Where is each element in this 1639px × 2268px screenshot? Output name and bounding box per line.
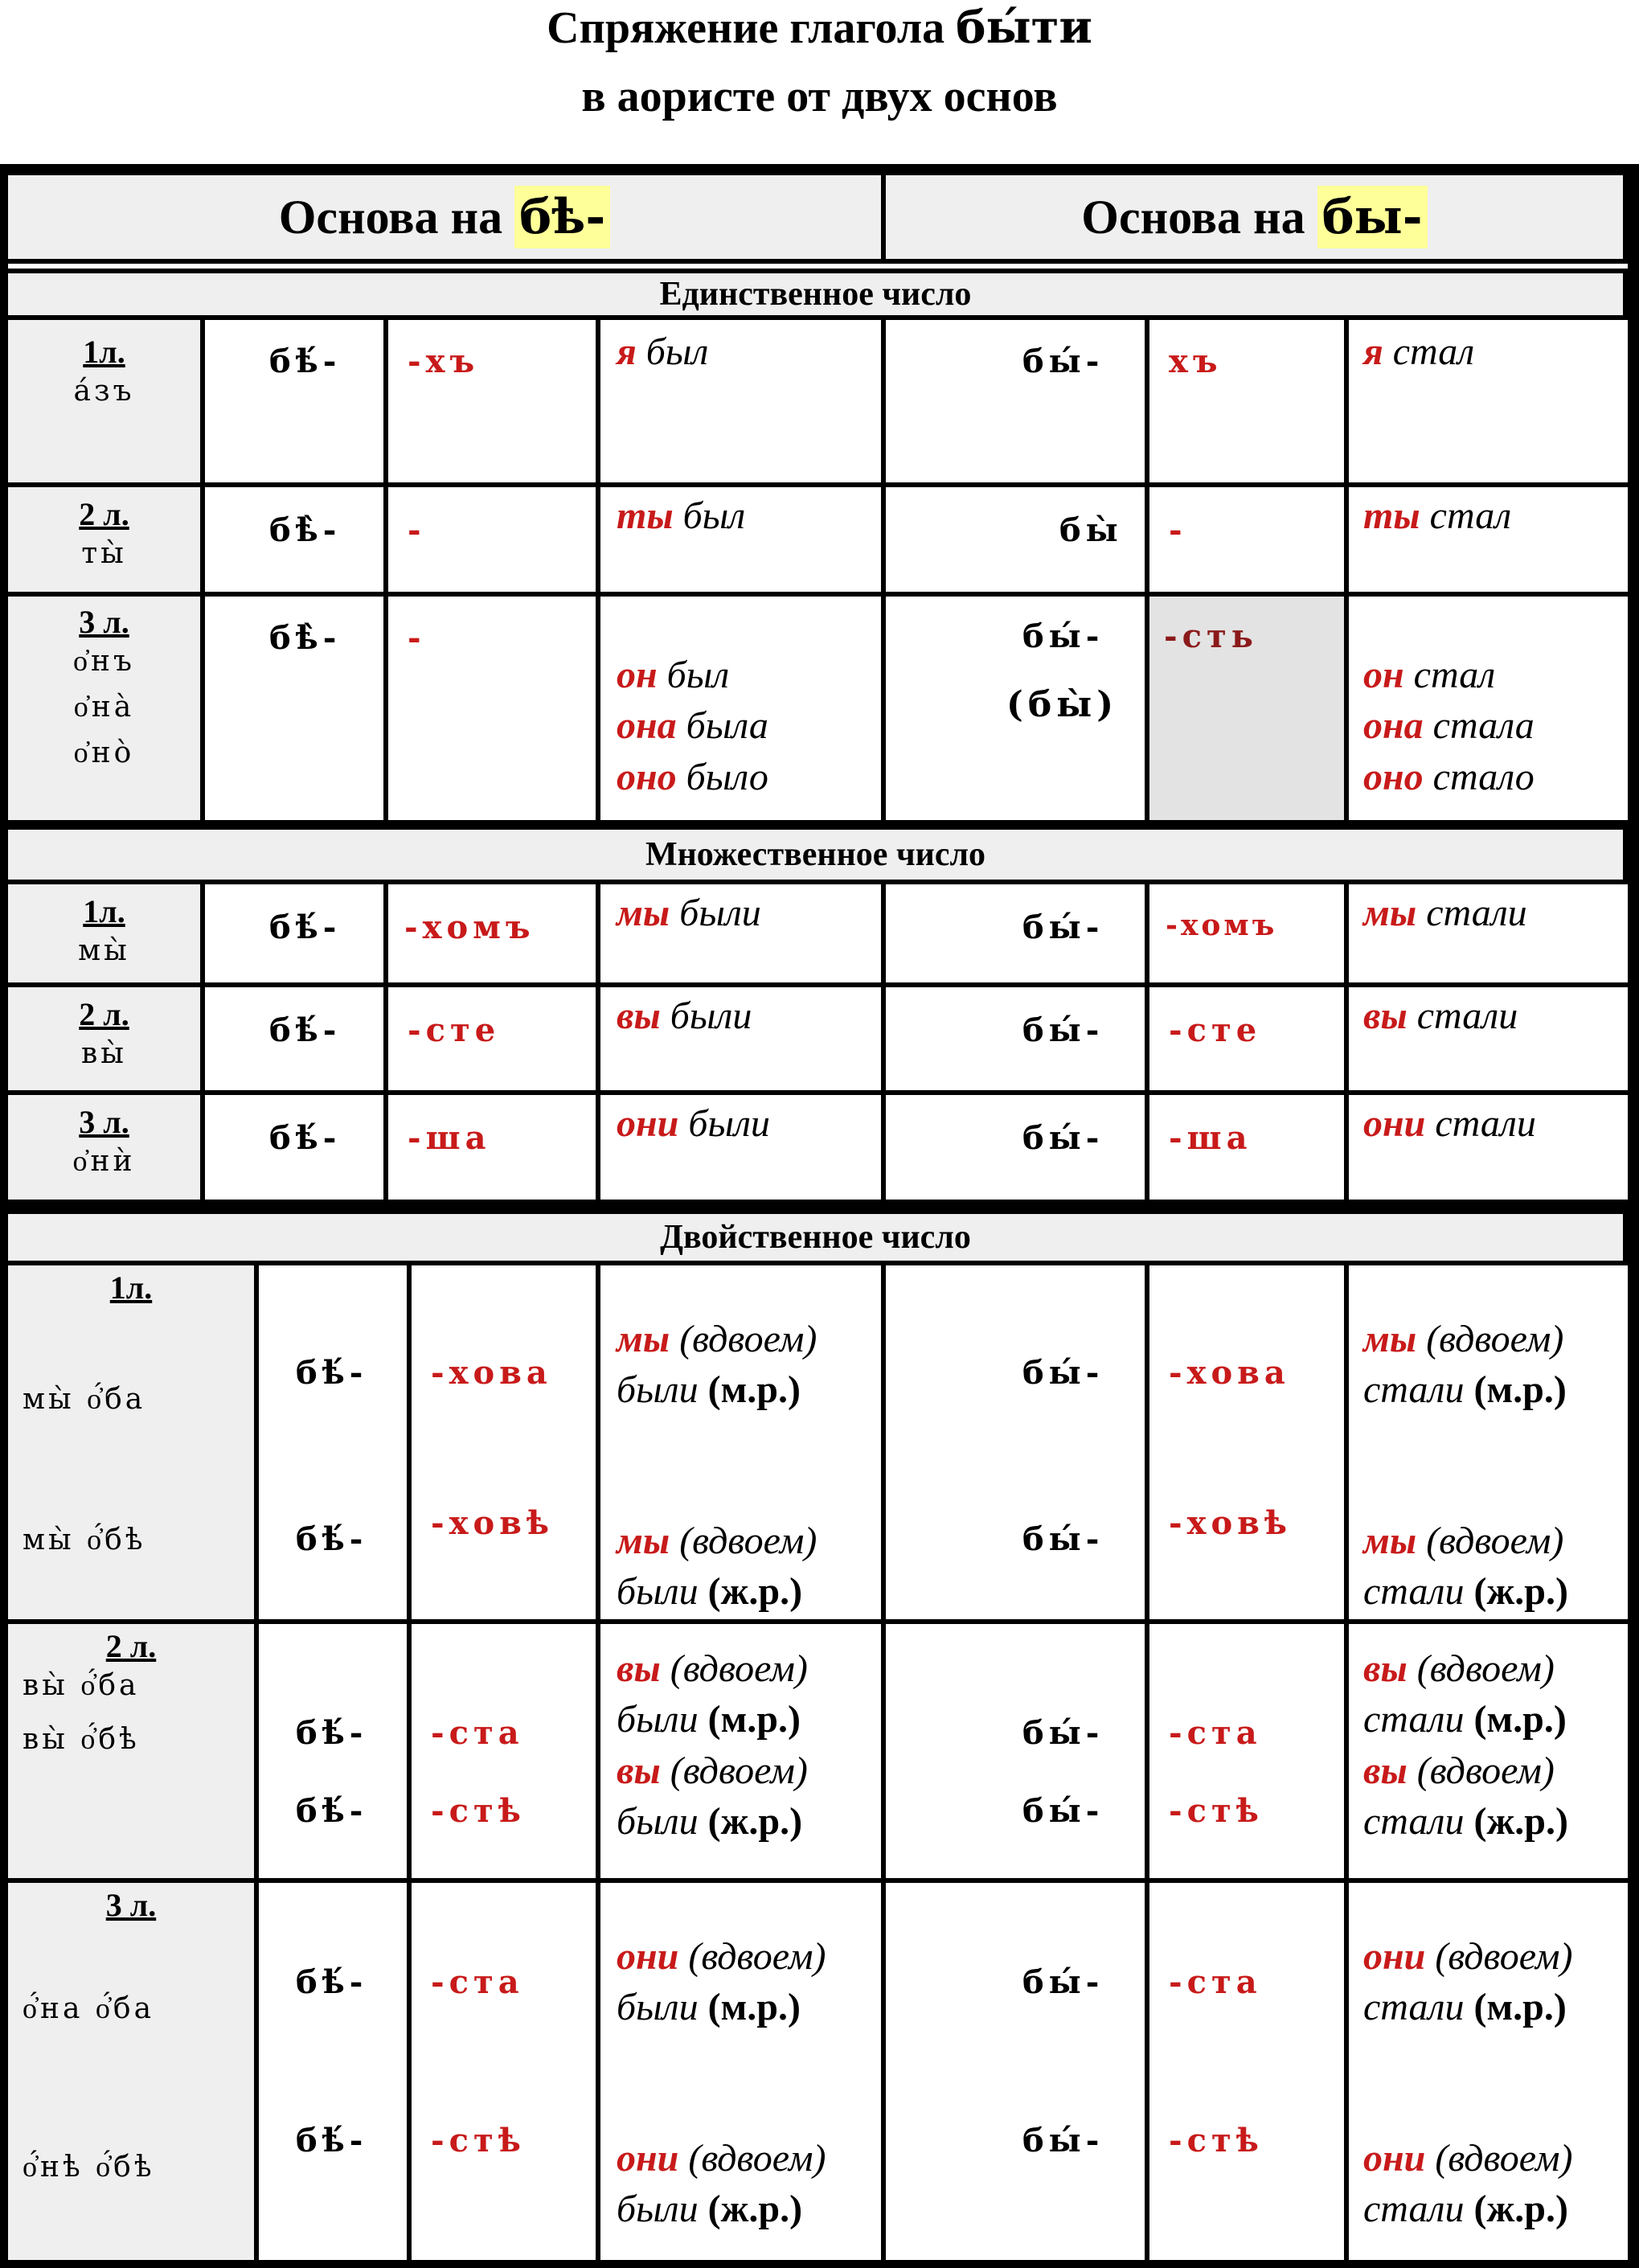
tr-verb: стали xyxy=(1416,995,1518,1037)
stem-text: бы́- xyxy=(1022,1963,1104,2001)
sg2-stem-be xyxy=(205,487,388,597)
tr-verb: был xyxy=(645,330,709,373)
sg2-translation-by xyxy=(1349,487,1628,597)
pl-person-2 xyxy=(8,987,205,1095)
header-stem-by xyxy=(886,175,1628,264)
tr-pronoun: вы xyxy=(617,1749,661,1792)
pl3-translation-by xyxy=(1349,1095,1628,1204)
du1-stem-be xyxy=(259,1265,412,1624)
pronoun: а́зъ xyxy=(73,375,135,408)
tr-pronoun: она xyxy=(1363,704,1424,748)
du2-stem-be xyxy=(259,1624,412,1883)
stem-text: бѣ̀- xyxy=(269,619,342,657)
ending-text-fem: -стѣ xyxy=(1169,2122,1264,2159)
tr-verb: были xyxy=(617,1800,699,1844)
ending-text-masc: -хова xyxy=(1169,1354,1290,1392)
ending-text: -ша xyxy=(1169,1119,1252,1157)
tr-pronoun: мы xyxy=(1363,892,1417,934)
ending-text-fem: -стѣ xyxy=(431,1792,526,1830)
sg-person-2 xyxy=(8,487,205,597)
tr-pronoun: он xyxy=(617,654,658,696)
sg2-ending-be xyxy=(388,487,600,597)
tr-pronoun: мы xyxy=(617,1318,670,1360)
tr-verb: были xyxy=(679,892,761,934)
stem-text: бѣ́- xyxy=(296,1520,368,1558)
tr-verb: был xyxy=(682,494,746,537)
stem-text: бѣ́- xyxy=(296,1792,368,1830)
pronoun: вы̀ xyxy=(81,1037,127,1070)
tr-pronoun: мы xyxy=(1363,1318,1417,1360)
ending-text-fem: -ховѣ xyxy=(431,1504,555,1542)
pl2-stem-by xyxy=(886,987,1149,1095)
sg-person-1 xyxy=(8,320,205,487)
pl3-stem-be xyxy=(205,1095,388,1204)
stem-text: бы́- xyxy=(1022,1354,1104,1392)
sg3-translation-by xyxy=(1349,597,1628,825)
stem-text: бы́- xyxy=(1022,1714,1104,1752)
du3-ending-be xyxy=(412,1883,600,2260)
tr-gender: (м.р.) xyxy=(1473,1698,1567,1741)
stem-text: бѣ́- xyxy=(296,1354,368,1392)
pl-person-1 xyxy=(8,884,205,987)
du2-ending-by xyxy=(1149,1624,1349,1883)
tr-verb: стали xyxy=(1363,1570,1465,1614)
tr-verb: были xyxy=(617,1368,699,1412)
pl2-translation-by xyxy=(1349,987,1628,1095)
sg3-ending-be xyxy=(388,597,600,825)
ending-text: - xyxy=(408,511,426,549)
pronoun-masc: о҆́на о҆́ба xyxy=(23,1992,155,2025)
person-label: 3 л. xyxy=(79,1104,129,1140)
tr-gender: (м.р.) xyxy=(1473,1368,1567,1412)
tr-pronoun: они xyxy=(1363,1102,1426,1145)
ending-text-fem: -стѣ xyxy=(431,2122,526,2159)
pronoun: о҆нѝ xyxy=(72,1145,136,1178)
ending-text: -хъ xyxy=(408,342,480,380)
stem-text: бы́- xyxy=(1022,617,1104,655)
stem-text: бы́- xyxy=(1022,908,1104,946)
stem-text: бѣ́- xyxy=(269,1011,342,1049)
ending-text-masc: -ста xyxy=(1169,1963,1262,2001)
tr-verb: были xyxy=(617,2188,699,2231)
sg1-stem-be xyxy=(205,320,388,487)
stem-text: бы́- xyxy=(1022,342,1104,380)
pronoun: ты̀ xyxy=(81,537,127,570)
pl2-translation-be xyxy=(600,987,886,1095)
tr-modifier: (вдвоем) xyxy=(679,1519,817,1562)
tr-pronoun: они xyxy=(1363,1935,1426,1978)
tr-pronoun: ты xyxy=(1363,494,1420,537)
title-prefix: Спряжение глагола xyxy=(547,3,945,53)
ending-text-masc: -ста xyxy=(1169,1714,1262,1752)
header-stem-be xyxy=(8,175,886,264)
tr-modifier: (вдвоем) xyxy=(1416,1647,1555,1690)
ending-text: - xyxy=(1169,511,1187,549)
tr-verb: стали xyxy=(1363,1986,1465,2029)
tr-verb: стал xyxy=(1392,330,1475,373)
tr-verb: были xyxy=(670,995,752,1037)
pronoun-fem: мы̀ о҆́бѣ xyxy=(23,1523,146,1556)
stem-text: бѣ́- xyxy=(269,908,342,946)
tr-gender: (ж.р.) xyxy=(1473,2188,1568,2231)
tr-gender: (ж.р.) xyxy=(707,1800,803,1844)
tr-gender: (м.р.) xyxy=(707,1368,801,1412)
person-label: 3 л. xyxy=(79,604,129,640)
tr-verb: были xyxy=(688,1102,770,1145)
page-title-line1 xyxy=(0,1,1639,54)
du3-ending-by xyxy=(1149,1883,1349,2260)
tr-gender: (м.р.) xyxy=(707,1986,801,2029)
pl-person-3 xyxy=(8,1095,205,1204)
tr-modifier: (вдвоем) xyxy=(1435,2136,1573,2180)
header-left-prefix: Основа на xyxy=(278,190,503,244)
page-title-line2: в аористе от двух основ xyxy=(581,72,1058,121)
sg2-ending-by xyxy=(1149,487,1349,597)
tr-gender: (ж.р.) xyxy=(707,1570,803,1614)
tr-verb: стали xyxy=(1363,1368,1465,1412)
ending-text-masc: -ста xyxy=(431,1714,524,1752)
tr-verb: были xyxy=(617,1986,699,2029)
title-verb: бы́ти xyxy=(956,1,1092,54)
tr-pronoun: они xyxy=(617,1935,679,1978)
du3-stem-by xyxy=(886,1883,1149,2260)
tr-pronoun: я xyxy=(1363,330,1383,373)
ending-text: -сте xyxy=(408,1011,501,1049)
tr-gender: (м.р.) xyxy=(707,1698,801,1741)
stem-text: бы́- xyxy=(1022,1119,1104,1157)
ending-text: -хомъ xyxy=(404,908,535,946)
du1-translation-be xyxy=(600,1265,886,1624)
tr-modifier: (вдвоем) xyxy=(679,1318,817,1360)
tr-pronoun: она xyxy=(617,704,677,748)
pl1-translation-by xyxy=(1349,884,1628,987)
tr-modifier: (вдвоем) xyxy=(1435,1935,1573,1978)
person-label: 1л. xyxy=(83,334,125,370)
du3-translation-be xyxy=(600,1883,886,2260)
du1-ending-be xyxy=(412,1265,600,1624)
sg1-ending-be xyxy=(388,320,600,487)
tr-verb: стал xyxy=(1413,654,1496,696)
du1-stem-by xyxy=(886,1265,1149,1624)
sg1-ending-by xyxy=(1149,320,1349,487)
du-person-1 xyxy=(8,1265,259,1624)
section-plural: Множественное число xyxy=(8,825,1628,884)
pl3-stem-by xyxy=(886,1095,1149,1204)
stem-text: бы́- xyxy=(1022,1520,1104,1558)
sg1-translation-be xyxy=(600,320,886,487)
pl2-ending-by xyxy=(1149,987,1349,1095)
ending-text: хъ xyxy=(1169,342,1223,380)
sg2-stem-by xyxy=(886,487,1149,597)
pl1-stem-be xyxy=(205,884,388,987)
pronoun-masc: о҆нъ xyxy=(73,645,135,678)
ending-text: -хомъ xyxy=(1166,908,1278,942)
sg1-translation-by xyxy=(1349,320,1628,487)
ending-text: - xyxy=(408,619,426,657)
pl2-stem-be xyxy=(205,987,388,1095)
tr-pronoun: они xyxy=(617,2136,679,2180)
tr-pronoun: мы xyxy=(617,892,670,934)
stem-text: бѣ́- xyxy=(296,2122,368,2159)
du3-stem-be xyxy=(259,1883,412,2260)
tr-modifier: (вдвоем) xyxy=(688,2136,826,2180)
stem-text: бѣ̀- xyxy=(269,511,342,549)
ending-text: -ша xyxy=(408,1119,491,1157)
person-label: 1л. xyxy=(109,1269,153,1306)
tr-pronoun: я xyxy=(617,330,637,373)
du1-translation-by xyxy=(1349,1265,1628,1624)
tr-verb: стал xyxy=(1429,494,1512,537)
stem-be-highlight: бѣ- xyxy=(514,186,610,248)
tr-modifier: (вдвоем) xyxy=(1416,1749,1555,1792)
tr-verb: были xyxy=(617,1570,699,1614)
tr-pronoun: он xyxy=(1363,654,1404,696)
pronoun-masc: вы̀ о҆́ба xyxy=(23,1669,140,1702)
tr-pronoun: вы xyxy=(617,995,661,1037)
tr-verb: стали xyxy=(1363,1800,1465,1844)
pronoun-fem: о҆́нѣ о҆́бѣ xyxy=(23,2150,155,2184)
stem-text: бѣ́- xyxy=(269,1119,342,1157)
stem-text: бы́- xyxy=(1022,2122,1104,2159)
tr-verb: было xyxy=(686,755,768,798)
header-right-prefix: Основа на xyxy=(1081,190,1305,244)
sg1-stem-by xyxy=(886,320,1149,487)
tr-pronoun: вы xyxy=(1363,1647,1407,1690)
du2-translation-by xyxy=(1349,1624,1628,1883)
pronoun-fem: о҆на̀ xyxy=(73,690,135,724)
pronoun-masc: мы̀ о҆́ба xyxy=(23,1383,146,1416)
tr-modifier: (вдвоем) xyxy=(1426,1318,1564,1360)
stem-text: бѣ́- xyxy=(269,342,342,380)
tr-modifier: (вдвоем) xyxy=(670,1647,808,1690)
pl1-stem-by xyxy=(886,884,1149,987)
stem-text: бы́- xyxy=(1022,1011,1104,1049)
section-singular: Единственное число xyxy=(8,269,1628,320)
du2-ending-be xyxy=(412,1624,600,1883)
pronoun-neut: о҆но̀ xyxy=(73,736,135,769)
du-person-3 xyxy=(8,1883,259,2260)
person-label: 3 л. xyxy=(105,1887,157,1923)
ending-text-fem: -ховѣ xyxy=(1169,1504,1293,1542)
pl3-translation-be xyxy=(600,1095,886,1204)
stem-text: бѣ́- xyxy=(296,1714,368,1752)
tr-pronoun: оно xyxy=(617,755,677,798)
sg3-translation-be xyxy=(600,597,886,825)
pronoun: мы̀ xyxy=(78,934,130,967)
stem-text: бы́- xyxy=(1022,1792,1104,1830)
tr-verb: стали xyxy=(1426,892,1527,934)
sg3-stem-by xyxy=(886,597,1149,825)
ending-text: -сте xyxy=(1169,1011,1262,1049)
tr-verb: была xyxy=(686,704,768,748)
sg3-stem-be xyxy=(205,597,388,825)
tr-verb: стали xyxy=(1435,1102,1536,1145)
tr-pronoun: вы xyxy=(617,1647,661,1690)
person-label: 2 л. xyxy=(79,496,129,532)
tr-verb: был xyxy=(666,654,730,696)
person-label: 1л. xyxy=(83,893,125,929)
pl1-ending-by xyxy=(1149,884,1349,987)
person-label: 2 л. xyxy=(105,1628,157,1664)
stem-text: бы̀ xyxy=(1059,511,1123,549)
tr-pronoun: они xyxy=(1363,2136,1426,2180)
person-label: 2 л. xyxy=(79,996,129,1032)
tr-modifier: (вдвоем) xyxy=(688,1935,826,1978)
stem-alt-text: (бы̀) xyxy=(1006,684,1119,725)
tr-pronoun: мы xyxy=(617,1519,670,1562)
pl1-translation-be xyxy=(600,884,886,987)
sg3-ending-by xyxy=(1149,597,1349,825)
pl2-ending-be xyxy=(388,987,600,1095)
tr-pronoun: вы xyxy=(1363,995,1407,1037)
ending-text-masc: -ста xyxy=(431,1963,524,2001)
ending-text-fem: -стѣ xyxy=(1169,1792,1264,1830)
tr-pronoun: они xyxy=(617,1102,679,1145)
ending-text-masc: -хова xyxy=(431,1354,552,1392)
tr-gender: (ж.р.) xyxy=(707,2188,803,2231)
conjugation-table xyxy=(0,164,1639,2268)
tr-gender: (м.р.) xyxy=(1473,1986,1567,2029)
sg-person-3 xyxy=(8,597,205,825)
tr-pronoun: мы xyxy=(1363,1519,1417,1562)
tr-pronoun: ты xyxy=(617,494,674,537)
tr-modifier: (вдвоем) xyxy=(670,1749,808,1792)
du1-ending-by xyxy=(1149,1265,1349,1624)
tr-gender: (ж.р.) xyxy=(1473,1800,1568,1844)
tr-gender: (ж.р.) xyxy=(1473,1570,1568,1614)
du2-translation-be xyxy=(600,1624,886,1883)
du2-stem-by xyxy=(886,1624,1149,1883)
pl3-ending-by xyxy=(1149,1095,1349,1204)
tr-verb: стало xyxy=(1432,755,1535,798)
du-person-2 xyxy=(8,1624,259,1883)
pl3-ending-be xyxy=(388,1095,600,1204)
pl1-ending-be xyxy=(388,884,600,987)
sg2-translation-be xyxy=(600,487,886,597)
tr-pronoun: оно xyxy=(1363,755,1424,798)
section-dual: Двойственное число xyxy=(8,1204,1628,1265)
tr-pronoun: вы xyxy=(1363,1749,1407,1792)
du3-translation-by xyxy=(1349,1883,1628,2260)
tr-modifier: (вдвоем) xyxy=(1426,1519,1564,1562)
stem-text: бѣ́- xyxy=(296,1963,368,2001)
pronoun-fem: вы̀ о҆́бѣ xyxy=(23,1722,140,1756)
stem-by-highlight: бы- xyxy=(1317,186,1428,248)
tr-verb: стали xyxy=(1363,2188,1465,2231)
tr-verb: стала xyxy=(1432,704,1535,748)
ending-text: -сть xyxy=(1164,617,1258,655)
tr-verb: были xyxy=(617,1698,699,1741)
tr-verb: стали xyxy=(1363,1698,1465,1741)
